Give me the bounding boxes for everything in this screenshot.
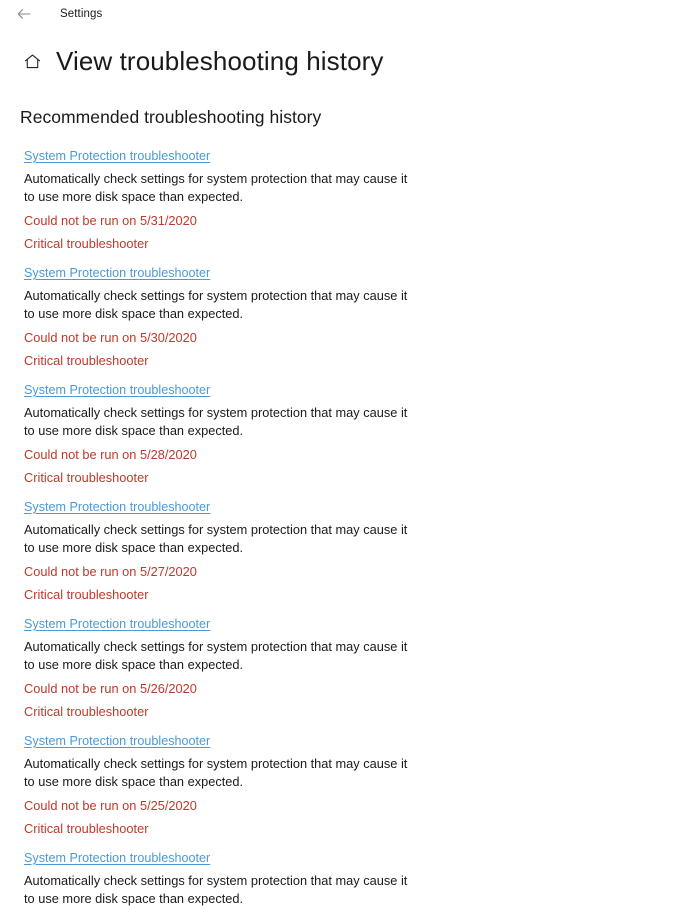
troubleshooter-status: Could not be run on 5/26/2020 (24, 681, 197, 696)
home-icon[interactable] (20, 49, 44, 73)
troubleshooter-link[interactable]: System Protection troubleshooter (24, 851, 211, 865)
list-item (24, 732, 700, 837)
page-header (0, 48, 700, 74)
troubleshooter-severity: Critical troubleshooter (24, 587, 149, 602)
troubleshooter-link[interactable]: System Protection troubleshooter (24, 383, 211, 397)
troubleshooter-link[interactable]: System Protection troubleshooter (24, 266, 211, 280)
troubleshooter-status: Could not be run on 5/28/2020 (24, 447, 197, 462)
troubleshooter-severity: Critical troubleshooter (24, 704, 149, 719)
troubleshooter-link[interactable]: System Protection troubleshooter (24, 149, 211, 163)
troubleshooter-description: Automatically check settings for system protection that may cause it to use more disk space than expected. (24, 522, 408, 555)
list-item (24, 498, 700, 603)
troubleshooter-description: Automatically check settings for system protection that may cause it to use more disk space than expected. (24, 873, 408, 906)
troubleshooter-severity: Critical troubleshooter (24, 470, 149, 485)
troubleshooter-link[interactable]: System Protection troubleshooter (24, 734, 211, 748)
troubleshooter-description: Automatically check settings for system protection that may cause it to use more disk space than expected. (24, 288, 408, 321)
troubleshooter-status: Could not be run on 5/30/2020 (24, 330, 197, 345)
troubleshooter-severity: Critical troubleshooter (24, 821, 149, 836)
troubleshooter-description: Automatically check settings for system protection that may cause it to use more disk space than expected. (24, 756, 408, 789)
list-item (24, 381, 700, 486)
troubleshooter-description: Automatically check settings for system protection that may cause it to use more disk space than expected. (24, 639, 408, 672)
troubleshooter-description: Automatically check settings for system protection that may cause it to use more disk space than expected. (24, 171, 408, 204)
page-title: View troubleshooting history (56, 46, 384, 76)
title-bar (0, 0, 700, 28)
troubleshooter-link[interactable]: System Protection troubleshooter (24, 500, 211, 514)
troubleshooter-status: Could not be run on 5/31/2020 (24, 213, 197, 228)
list-item (24, 615, 700, 720)
troubleshooter-link[interactable]: System Protection troubleshooter (24, 617, 211, 631)
list-item (24, 849, 700, 907)
app-name-label: Settings (60, 8, 103, 20)
troubleshooter-severity: Critical troubleshooter (24, 353, 149, 368)
troubleshooter-severity: Critical troubleshooter (24, 236, 149, 251)
troubleshooter-status: Could not be run on 5/25/2020 (24, 798, 197, 813)
troubleshooting-history-list (0, 147, 700, 907)
list-item (24, 264, 700, 369)
section-heading: Recommended troubleshooting history (20, 107, 322, 127)
troubleshooter-status: Could not be run on 5/27/2020 (24, 564, 197, 579)
troubleshooter-description: Automatically check settings for system protection that may cause it to use more disk space than expected. (24, 405, 408, 438)
list-item (24, 147, 700, 252)
back-arrow-icon[interactable] (12, 2, 36, 26)
